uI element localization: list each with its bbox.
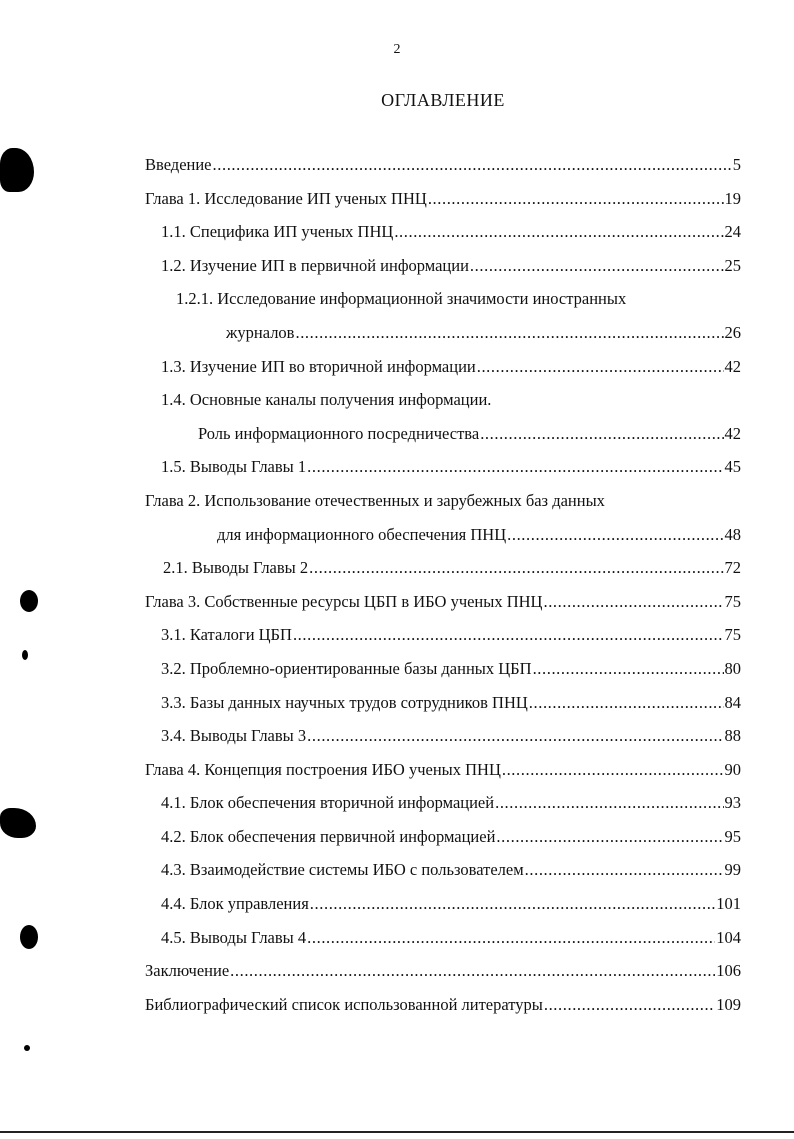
toc-entry-3-2[interactable] (145, 659, 741, 693)
toc-page: 48 (724, 524, 741, 544)
toc-label: для информационного обеспечения ПНЦ (217, 524, 507, 544)
toc-page: 75 (724, 591, 741, 611)
toc-page: 93 (724, 793, 741, 813)
toc-entry-4-4[interactable] (145, 894, 741, 928)
toc-entry-conclusion[interactable] (145, 961, 741, 995)
toc-entry-introduction[interactable] (145, 155, 741, 189)
toc-entry-3-1[interactable] (145, 625, 741, 659)
toc-label: 1.1. Специфика ИП ученых ПНЦ (161, 222, 394, 242)
toc-entry-3-3[interactable] (145, 693, 741, 727)
toc-entry-2-1[interactable] (145, 558, 741, 592)
toc-label: Библиографический список использованной литературы (145, 994, 543, 1014)
toc-page: 104 (716, 927, 741, 947)
scan-blot (22, 650, 28, 660)
toc-page: 84 (724, 692, 741, 712)
table-of-contents (145, 155, 741, 1028)
toc-page: 80 (724, 658, 741, 678)
leader-dots (310, 894, 715, 914)
toc-page: 5 (732, 155, 741, 174)
leader-dots (507, 525, 723, 545)
toc-page: 72 (724, 558, 741, 578)
toc-entry-chapter-4[interactable] (145, 760, 741, 794)
toc-entry-chapter-2-line-1[interactable] (145, 491, 741, 525)
toc-entry-1-2-1-line-2[interactable] (145, 323, 741, 357)
toc-entry-chapter-3[interactable] (145, 592, 741, 626)
toc-entry-chapter-2-line-2[interactable] (145, 525, 741, 559)
scan-blot (20, 925, 38, 949)
scan-blot (0, 808, 36, 838)
toc-page: 106 (716, 961, 741, 981)
toc-label: 4.3. Взаимодействие системы ИБО с пользователем (161, 860, 524, 880)
scan-blot (20, 590, 38, 612)
leader-dots (307, 726, 723, 746)
toc-label: 4.2. Блок обеспечения первичной информацией (161, 826, 496, 846)
toc-entry-1-5[interactable] (145, 457, 741, 491)
toc-label: 4.1. Блок обеспечения вторичной информацией (161, 793, 495, 813)
toc-label: 1.3. Изучение ИП во вторичной информации (161, 356, 476, 376)
toc-label: 4.4. Блок управления (161, 894, 309, 914)
toc-entry-4-2[interactable] (145, 827, 741, 861)
leader-dots (480, 424, 723, 444)
toc-page: 45 (724, 457, 741, 477)
scan-blot (24, 1045, 30, 1051)
page-number: 2 (393, 42, 401, 57)
toc-label: 1.2.1. Исследование информационной значимости иностранных (176, 289, 627, 309)
toc-label: Заключение (145, 961, 230, 981)
toc-page: 24 (724, 222, 741, 242)
toc-page: 25 (724, 255, 741, 275)
toc-page: 75 (724, 625, 741, 645)
toc-label: 1.4. Основные каналы получения информации. (161, 390, 492, 410)
toc-label: 4.5. Выводы Главы 4 (161, 927, 307, 947)
toc-entry-1-4-line-2[interactable] (145, 424, 741, 458)
scan-blot (0, 148, 34, 192)
toc-entry-4-5[interactable] (145, 928, 741, 962)
leader-dots (525, 860, 724, 880)
page-title: ОГЛАВЛЕНИЕ (381, 90, 505, 110)
toc-label: Глава 4. Концепция построения ИБО ученых ПНЦ (145, 759, 501, 779)
leader-dots (533, 659, 724, 679)
leader-dots (529, 693, 724, 713)
leader-dots (477, 357, 724, 377)
leader-dots (394, 222, 723, 242)
toc-label: Глава 2. Использование отечественных и зарубежных баз данных (145, 490, 605, 510)
toc-entry-1-3[interactable] (145, 357, 741, 391)
leader-dots (470, 256, 724, 276)
leader-dots (293, 625, 724, 645)
toc-label: 1.2. Изучение ИП в первичной информации (161, 255, 469, 275)
toc-label: 3.4. Выводы Главы 3 (161, 726, 307, 746)
toc-page: 19 (724, 188, 741, 208)
toc-label: Введение (145, 155, 212, 174)
toc-entry-3-4[interactable] (145, 726, 741, 760)
toc-label: Роль информационного посредничества (198, 423, 480, 443)
toc-label: 1.5. Выводы Главы 1 (161, 457, 307, 477)
leader-dots (496, 827, 723, 847)
toc-page: 95 (724, 826, 741, 846)
toc-entry-4-1[interactable] (145, 793, 741, 827)
leader-dots (495, 793, 723, 813)
leader-dots (307, 457, 723, 477)
leader-dots (502, 760, 724, 780)
toc-entry-1-1[interactable] (145, 222, 741, 256)
toc-label: 3.2. Проблемно-ориентированные базы данных ЦБП (161, 658, 532, 678)
leader-dots (230, 961, 715, 981)
toc-label: 3.3. Базы данных научных трудов сотрудников ПНЦ (161, 692, 528, 712)
toc-page: 90 (724, 759, 741, 779)
leader-dots (544, 995, 715, 1015)
toc-entry-bibliography[interactable] (145, 995, 741, 1029)
toc-page: 99 (724, 860, 741, 880)
page-bottom-edge (0, 1131, 794, 1133)
toc-page: 26 (724, 322, 741, 342)
leader-dots (428, 189, 724, 209)
toc-page: 42 (724, 356, 741, 376)
toc-label: 2.1. Выводы Главы 2 (163, 558, 309, 578)
toc-page: 88 (724, 726, 741, 746)
leader-dots (543, 592, 723, 612)
leader-dots (213, 155, 732, 175)
toc-entry-4-3[interactable] (145, 860, 741, 894)
toc-page: 101 (716, 894, 741, 914)
toc-entry-chapter-1[interactable] (145, 189, 741, 223)
leader-dots (307, 928, 715, 948)
toc-page: 109 (716, 994, 741, 1014)
toc-entry-1-2-1-line-1[interactable] (145, 289, 741, 323)
leader-dots (295, 323, 723, 343)
toc-label: журналов (226, 322, 295, 342)
toc-entry-1-2[interactable] (145, 256, 741, 290)
toc-label: Глава 3. Собственные ресурсы ЦБП в ИБО ученых ПНЦ (145, 591, 543, 611)
toc-entry-1-4-line-1[interactable] (145, 390, 741, 424)
leader-dots (309, 558, 723, 578)
toc-page: 42 (724, 423, 741, 443)
toc-label: 3.1. Каталоги ЦБП (161, 625, 292, 645)
toc-label: Глава 1. Исследование ИП ученых ПНЦ (145, 188, 427, 208)
